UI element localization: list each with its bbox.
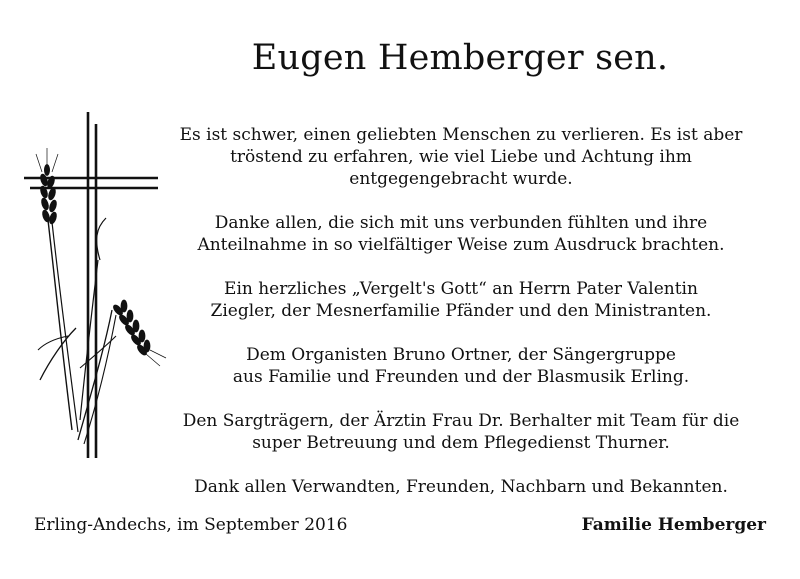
deceased-name-title: Eugen Hemberger sen. [251, 38, 669, 78]
text-line: Den Sargträgern, der Ärztin Frau Dr. Berhalter mit Team für die [182, 411, 740, 431]
text-line: Danke allen, die sich mit uns verbunden fühlten und ihre [214, 213, 708, 233]
paragraph-thanks-pastor [155, 278, 767, 322]
text-line: tröstend zu erfahren, wie viel Liebe und Achtung ihm [230, 147, 692, 167]
paragraph-thanks-music [155, 344, 767, 388]
text-line: entgegengebracht wurde. [349, 169, 573, 189]
cross-with-wheat-drawing [20, 110, 170, 460]
notice-body [155, 124, 767, 520]
paragraph-thanks-all [155, 212, 767, 256]
family-signature: Familie Hemberger [581, 515, 766, 535]
text-line: Es ist schwer, einen geliebten Menschen zu verlieren. Es ist aber [179, 125, 743, 145]
paragraph-intro [155, 124, 767, 190]
text-line: Ein herzliches „Vergelt's Gott“ an Herrn Pater Valentin [224, 279, 698, 299]
paragraph-thanks-care [155, 410, 767, 454]
text-line: Anteilnahme in so vielfältiger Weise zum Ausdruck brachten. [197, 235, 725, 255]
text-line: Dem Organisten Bruno Ortner, der Sängergruppe [246, 345, 676, 365]
place-and-date: Erling-Andechs, im September 2016 [34, 515, 348, 535]
cross-with-wheat-icon [20, 110, 170, 460]
text-line: Dank allen Verwandten, Freunden, Nachbarn und Bekannten. [194, 477, 728, 497]
text-line: aus Familie und Freunden und der Blasmusik Erling. [232, 367, 690, 387]
text-line: super Betreuung und dem Pflegedienst Thurner. [252, 433, 670, 453]
text-line: Ziegler, der Mesnerfamilie Pfänder und den Ministranten. [210, 301, 712, 321]
paragraph-thanks-relatives [155, 476, 767, 498]
